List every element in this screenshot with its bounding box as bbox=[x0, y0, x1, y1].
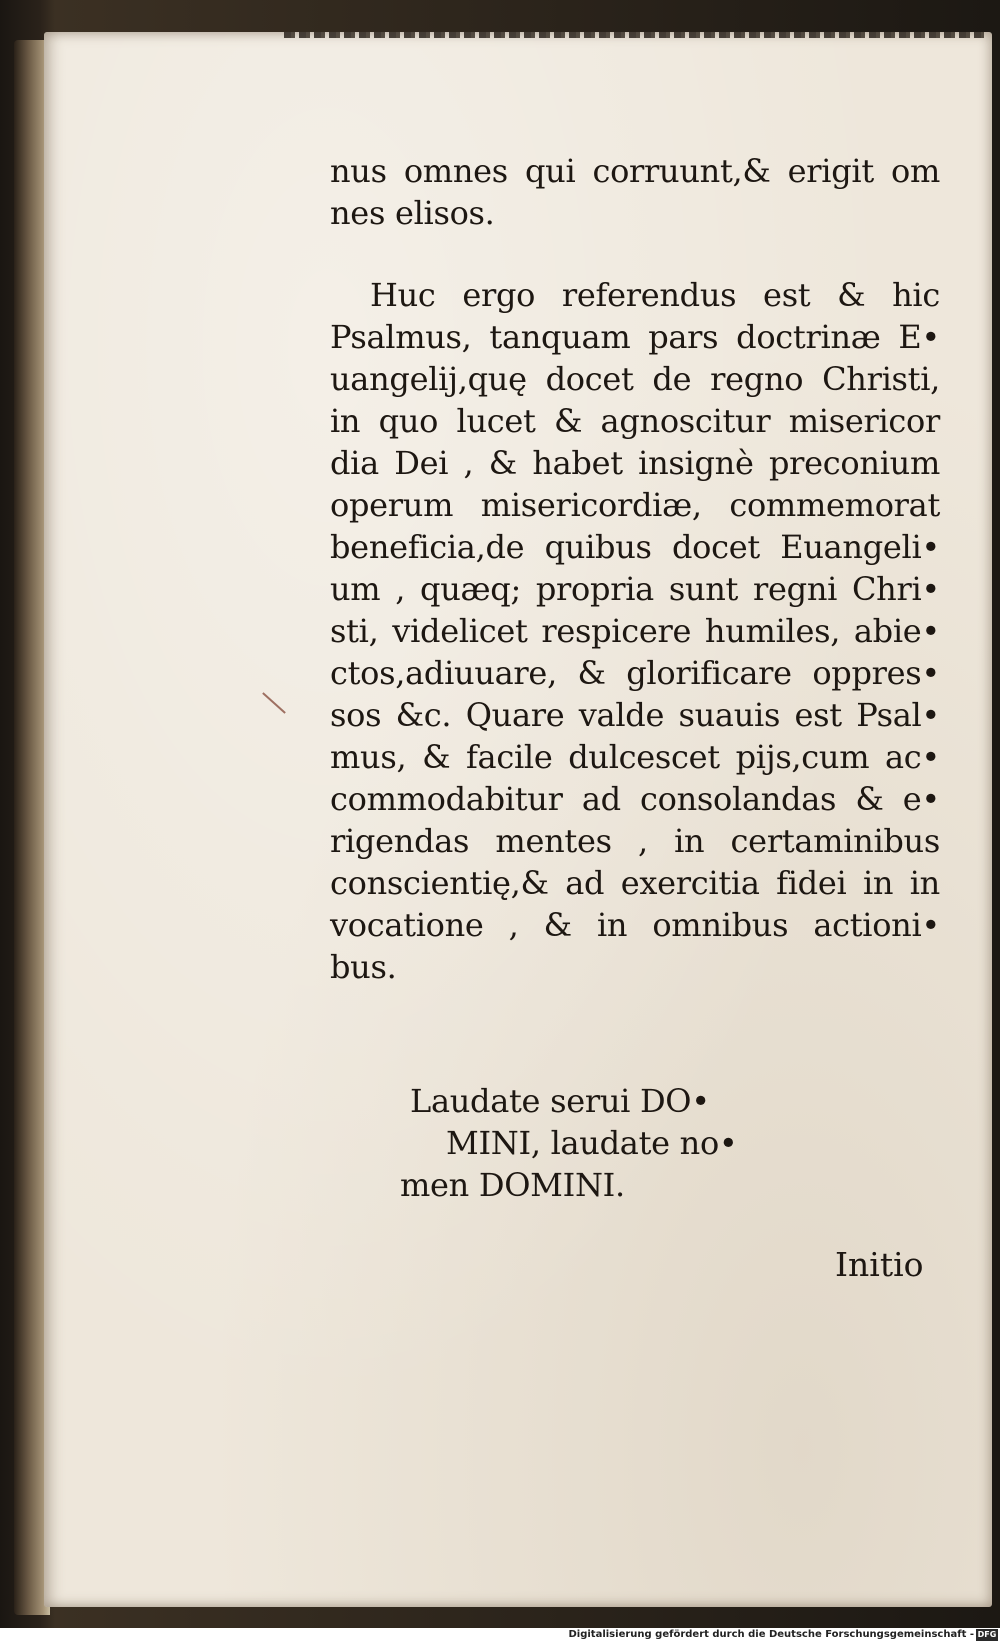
closing-line: men DOMINI. bbox=[400, 1166, 625, 1204]
text-line: beneficia,de quibus docet Euangeli• bbox=[330, 528, 940, 566]
text-line: dia Dei , & habet insignè preconium bbox=[330, 444, 940, 482]
closing-line: Laudate serui DO• bbox=[410, 1082, 710, 1120]
text-line: conscientię,& ad exercitia fidei in in bbox=[330, 864, 940, 902]
text-line: nus omnes qui corruunt,& erigit om bbox=[330, 152, 940, 190]
ink-mark bbox=[262, 692, 286, 714]
text-line: bus. bbox=[330, 948, 397, 986]
text-line: rigendas mentes , in certaminibus bbox=[330, 822, 940, 860]
text-line: uangelij,quę docet de regno Christi, bbox=[330, 360, 940, 398]
text-line: mus, & facile dulcescet pijs,cum ac• bbox=[330, 738, 940, 776]
text-line: sos &c. Quare valde suauis est Psal• bbox=[330, 696, 940, 734]
text-line: vocatione , & in omnibus actioni• bbox=[330, 906, 940, 944]
text-line: um , quæq; propria sunt regni Chri• bbox=[330, 570, 940, 608]
text-line: sti, videlicet respicere humiles, abie• bbox=[330, 612, 940, 650]
text-line: Psalmus, tanquam pars doctrinæ E• bbox=[330, 318, 940, 356]
catchword: Initio bbox=[835, 1245, 924, 1284]
text-line: nes elisos. bbox=[330, 194, 495, 232]
text-line: in quo lucet & agnoscitur misericor bbox=[330, 402, 940, 440]
text-line: Huc ergo referendus est & hic bbox=[370, 276, 940, 314]
closing-verse bbox=[400, 1080, 830, 1206]
page-top-edge bbox=[284, 32, 984, 38]
dfg-logo-icon: DFG bbox=[977, 1630, 997, 1639]
text-line: ctos,adiuuare, & glorificare oppres• bbox=[330, 654, 940, 692]
body-text bbox=[330, 150, 940, 988]
text-line: operum misericordiæ, commemorat bbox=[330, 486, 940, 524]
closing-line: MINI, laudate no• bbox=[446, 1124, 738, 1162]
funding-credit: Digitalisierung gefördert durch die Deutsche Forschungsgemeinschaft - bbox=[568, 1629, 974, 1640]
text-line: commodabitur ad consolandas & e• bbox=[330, 780, 940, 818]
